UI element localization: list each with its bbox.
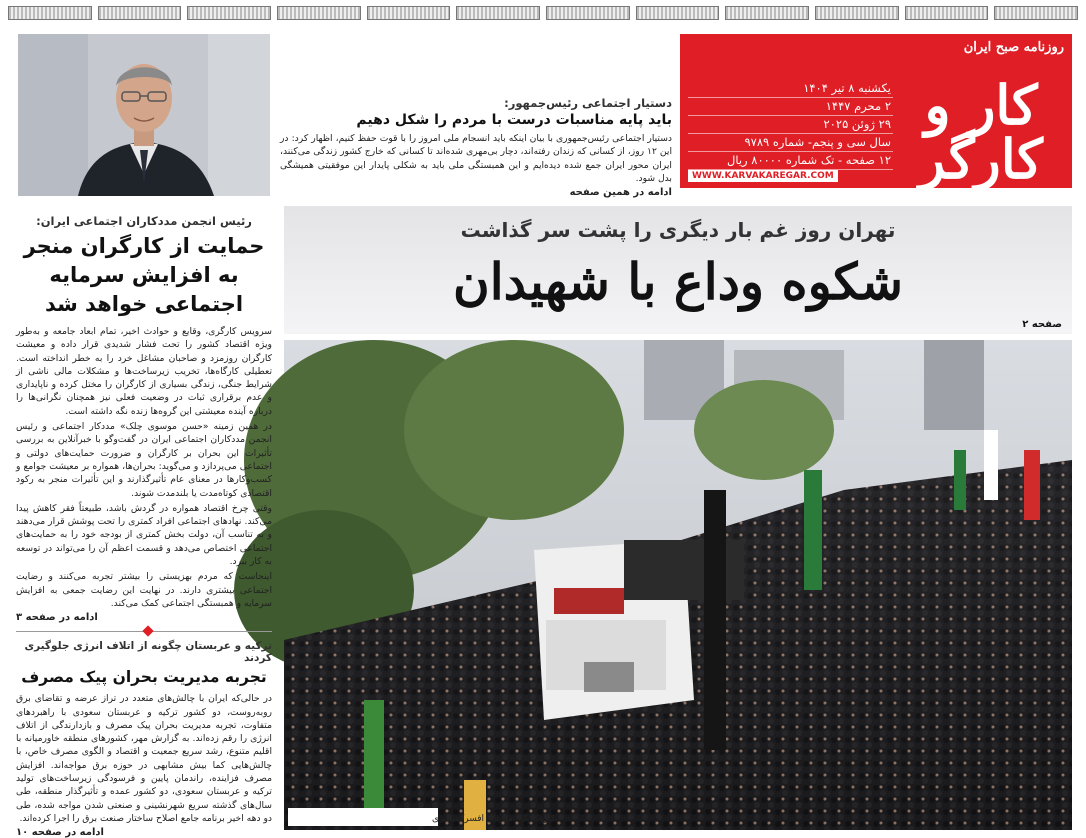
main-story-page-ref[interactable]: صفحه ۲ <box>1022 319 1062 330</box>
section-divider <box>16 631 272 632</box>
photo-credit: کاروکارگر- مهربان افسرکشمیری <box>432 814 556 824</box>
diamond-icon <box>142 626 153 637</box>
second-story-continued[interactable]: ادامه در صفحه ۱۰ <box>16 827 104 838</box>
top-story <box>280 96 672 198</box>
issue-info <box>688 80 893 170</box>
ornament-cell <box>367 6 451 20</box>
issue-date-hijri: ۲ محرم ۱۴۴۷ <box>688 98 893 116</box>
left-story-continued[interactable]: ادامه در صفحه ۳ <box>16 612 98 624</box>
portrait-illustration <box>18 34 270 196</box>
issue-price: ۱۲ صفحه - تک شماره ۸۰۰۰۰ ریال <box>688 152 893 170</box>
issue-date-persian: یکشنبه ۸ تیر ۱۴۰۴ <box>688 80 893 98</box>
left-story-paragraph: اینجاست که مردم بهزیستی را بیشتر تجربه می‌کنند و رضایت اجتماعی بیشتری دارند. در نهایت این رضایت جمعی به افزایش سرمایه و همبستگی اجتماعی کمک می‌کند. <box>16 571 272 609</box>
main-story-headline[interactable]: شکوه وداع با شهیدان <box>453 252 903 311</box>
left-story-paragraph: وقتی چرخ اقتصاد همواره در گردش باشد، طبیعتاً فقر کاهش پیدا می‌کند. نهادهای اجتماعی افراد کمتری را تحت پوشش قرار می‌دهند و به تناسب آن، دولت بخش کمتری از بودجه خود را به حمایت‌های اجتماعی اختصاص می‌دهد و قسمت اعظم آن را می‌تواند در توسعه به کار ببرد. <box>16 502 272 568</box>
newspaper-logo: کار و کارگر <box>919 73 1043 191</box>
ornament-cell <box>815 6 899 20</box>
top-story-headline[interactable]: باید پایه مناسبات درست با مردم را شکل دهیم <box>356 112 672 128</box>
main-story-header <box>284 206 1072 334</box>
left-column <box>16 214 272 838</box>
masthead <box>680 34 1072 191</box>
ornament-cell <box>187 6 271 20</box>
ornament-cell <box>905 6 989 20</box>
masthead-tagline: روزنامه صبح ایران <box>963 40 1064 55</box>
top-story-kicker: دستیار اجتماعی رئیس‌جمهور: <box>504 96 672 110</box>
ornament-cell <box>546 6 630 20</box>
top-ornament-strip <box>0 0 1086 26</box>
top-story-continued[interactable]: ادامه در همین صفحه <box>569 187 672 199</box>
left-story-headline[interactable]: حمایت از کارگران منجر به افزایش سرمایه اجتماعی خواهد شد <box>23 234 265 316</box>
main-story-kicker: تهران روز غم بار دیگری را پشت سر گذاشت <box>460 218 896 242</box>
issue-date-gregorian: ۲۹ ژوئن ۲۰۲۵ <box>688 116 893 134</box>
left-story-kicker: رئیس انجمن مددکاران اجتماعی ایران: <box>36 214 252 228</box>
portrait-photo <box>18 34 270 196</box>
ornament-cell <box>277 6 361 20</box>
ornament-cell <box>636 6 720 20</box>
second-story-body: در حالی‌که ایران با چالش‌های متعدد در تراز عرضه و تقاضای برق روبه‌روست، دو کشور ترکیه و عربستان سعودی با راهبردهای متفاوت، تجربه مدیریت بحران پیک مصرف و بازدارندگی از اتلاف انرژی را رقم زده‌اند. به گزارش مهر، کشورهای منطقه خاورمیانه با اقلیم متنوع، رشد سریع جمعیت و اقتصاد و الگوی مصرف خاص، با چالش‌هایی کما بیش مشابهی در حوزه برق مواجه‌اند. افزایش مصرف فزاینده، راندمان پایین و فرسودگی زیرساخت‌های تولید ترکیه و عربستان سعودی، دو کشور عمده و تأثیرگذار منطقه، طی سال‌های گذشته سریع شهرنشینی و صنعتی شدن مواجه شده، طی دو دهه اخیر برنامه جامع اصلاح ساختار صنعت برق را اجرا کرده‌اند. <box>16 693 272 824</box>
funeral-crowd-illustration <box>284 340 1072 830</box>
ornament-cell <box>8 6 92 20</box>
second-story-kicker: ترکیه و عربستان چگونه از اتلاف انرژی جلوگیری کردند <box>24 640 272 665</box>
ornament-cell <box>456 6 540 20</box>
ornament-cell <box>725 6 809 20</box>
top-story-body: دستیار اجتماعی رئیس‌جمهوری با بیان اینکه باید انسجام ملی امروز را با قوت حفظ کنیم، اظهار کرد: در این ۱۲ روز، از کسانی که زندان رفته‌اند، دچار بی‌مهری شده‌اند تا کسانی که خارج کشور زندگی می‌کنند، ایران محور ایران جمع شده دیده‌ایم و این همبستگی ملی باید به شکلی پایدار این موفقیتی همیشگی بدل شود. <box>280 133 672 184</box>
second-story-headline[interactable]: تجربه مدیریت بحران پیک مصرف <box>21 668 267 687</box>
website-url[interactable]: WWW.KARVAKAREGAR.COM <box>688 170 838 182</box>
ornament-cell <box>98 6 182 20</box>
issue-number: سال سی و پنجم- شماره ۹۷۸۹ <box>688 134 893 152</box>
left-story-paragraph: در همین زمینه «حسن موسوی چلک» مددکار اجتماعی و رئیس انجمن مددکاران اجتماعی ایران در گفت‌وگو با خبرآنلاین به بررسی تأثیرات این بحران بر کارگران و ضرورت حمایت‌های دولتی و اجتماعی می‌پردازد و می‌گوید: بحران‌ها، همواره بر معیشت جوامع و کسب‌وکارها در معنای عام تأثیرگذارند و این تأثیرات منجر به رکود اقتصادی کوتاه‌مدت یا بلندمدت شوند. <box>16 421 272 499</box>
left-story-paragraph: سرویس کارگری، وقایع و حوادث اخیر، تمام ابعاد جامعه و به‌طور ویژه اقتصاد کشور را تحت فشار شدیدی قرار داده و معیشت کارگران روزمزد و صاحبان مشاغل خرد را به خطر انداخته است. تعطیلی کارگاه‌ها، تخریب زیرساخت‌ها و مشکلات مالی ناشی از شرایط جنگی، زندگی بسیاری از کارگران را مختل کرده و ناپایداری و عدم برقراری ثبات در وضعیت فعلی نیز همچنان نگرانی‌ها را درباره آینده معیشتی این گروه‌ها زنده نگه داشته است. <box>16 326 272 417</box>
main-story-photo <box>284 340 1072 830</box>
ornament-cell <box>994 6 1078 20</box>
